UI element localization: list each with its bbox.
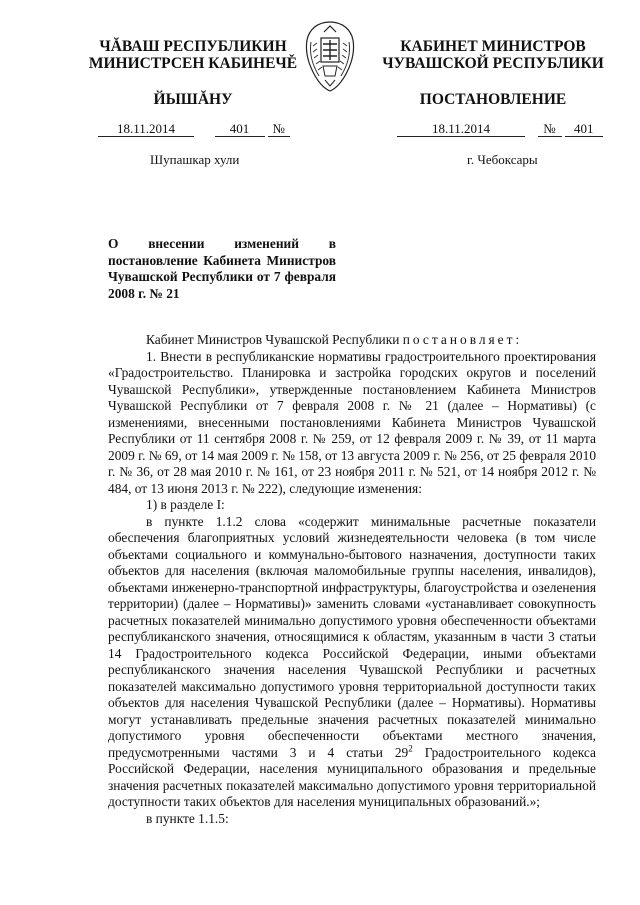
header-right	[378, 38, 608, 72]
city-left: Шупашкар хули	[150, 152, 240, 167]
paragraph-3	[108, 514, 596, 811]
number-sign-left: №	[268, 122, 290, 137]
date-left: 18.11.2014	[98, 122, 194, 137]
document-title: О внесении изменений в постановление Кабинета Министров Чувашской Республики от 7 февраля 2008 г. № 21	[108, 236, 336, 301]
paragraph-2: 1) в разделе I:	[146, 497, 225, 512]
intro-paragraph	[108, 332, 596, 349]
number-sign-right: №	[538, 122, 562, 137]
header-right-line1: КАБИНЕТ МИНИСТРОВ	[400, 38, 586, 55]
header-left-line2: МИНИСТРСЕН КАБИНЕЧĚ	[88, 55, 298, 72]
number-row-right	[397, 121, 603, 137]
doc-type-left: ЙЫШĂНУ	[153, 91, 233, 108]
number-right: 401	[565, 122, 603, 137]
header-left	[78, 38, 308, 72]
paragraph-3-part-a: в пункте 1.1.2 слова «содержит минимальные расчетные показатели обеспечения благоприятных условий жизнедеятельности человека (в том числе объектами социального и коммунально-бытового назначения, доступности таких объектов для населения (включая маломобильные группы населения, инвалидов), объектами инженерно-транспортной инфраструктуры, благоустройства и озеленения территории) (далее – Нормативы)» заменить словами «устанавливает совокупность расчетных показателей минимально допустимого уровня обеспеченности объектами республиканского значения, относящимися к областям, указанным в части 3 статьи 14 Градостроительного кодекса Российской Федерации, иными объектами республиканского значения населения Чувашской Республики и расчетных показателей максимально допустимого уровня территориальной доступности таких объектов для населения Чувашской Республики (далее – Нормативы). Нормативы могут устанавливать предельные значения расчетных показателей минимально допустимого уровня обеспеченности объектами местного значения, предусмотренными частями 3 и 4 статьи 29	[108, 513, 596, 760]
doc-type-right: ПОСТАНОВЛЕНИЕ	[419, 91, 567, 108]
city-right: г. Чебоксары	[467, 152, 538, 167]
header-left-line1: ЧĂВАШ РЕСПУБЛИКИН	[99, 38, 287, 55]
chuvash-coat-of-arms-icon	[299, 18, 361, 94]
header-right-line2: ЧУВАШСКОЙ РЕСПУБЛИКИ	[382, 55, 604, 72]
intro-prefix: Кабинет Министров Чувашской Республики	[146, 332, 400, 347]
number-left: 401	[215, 122, 265, 137]
superscript-2: 2	[408, 743, 413, 754]
document-body	[108, 332, 596, 827]
number-row-left	[98, 121, 290, 137]
paragraph-1: 1. Внести в республиканские нормативы градостроительного проектирования «Градостроительство. Планировка и застройка городских округов и поселений Чувашской Республики», утвержденные постановлением Кабинета Министров Чувашской Республики от 7 февраля 2008 г. № 21 (далее – Нормативы) (с изменениями, внесенными постановлениями Кабинета Министров Чувашской Республики от 11 сентября 2008 г. № 259, от 12 февраля 2009 г. № 39, от 11 марта 2009 г. № 69, от 14 мая 2009 г. № 158, от 13 августа 2009 г. № 256, от 25 февраля 2010 г. № 36, от 28 мая 2010 г. № 161, от 23 ноября 2011 г. № 521, от 14 ноября 2012 г. № 484, от 13 июня 2013 г. № 222), следующие изменения:	[108, 348, 597, 496]
intro-decree: постановляет:	[402, 332, 523, 347]
paragraph-3-part-b: Градостроительного кодекса Российской Федерации, населения муниципального образования и предельные значения расчетных показателей максимально допустимого уровня территориальной доступности таких объектов для населения муниципальных образований.»;	[108, 744, 596, 809]
date-right: 18.11.2014	[397, 122, 525, 137]
paragraph-4: в пункте 1.1.5:	[146, 810, 229, 826]
